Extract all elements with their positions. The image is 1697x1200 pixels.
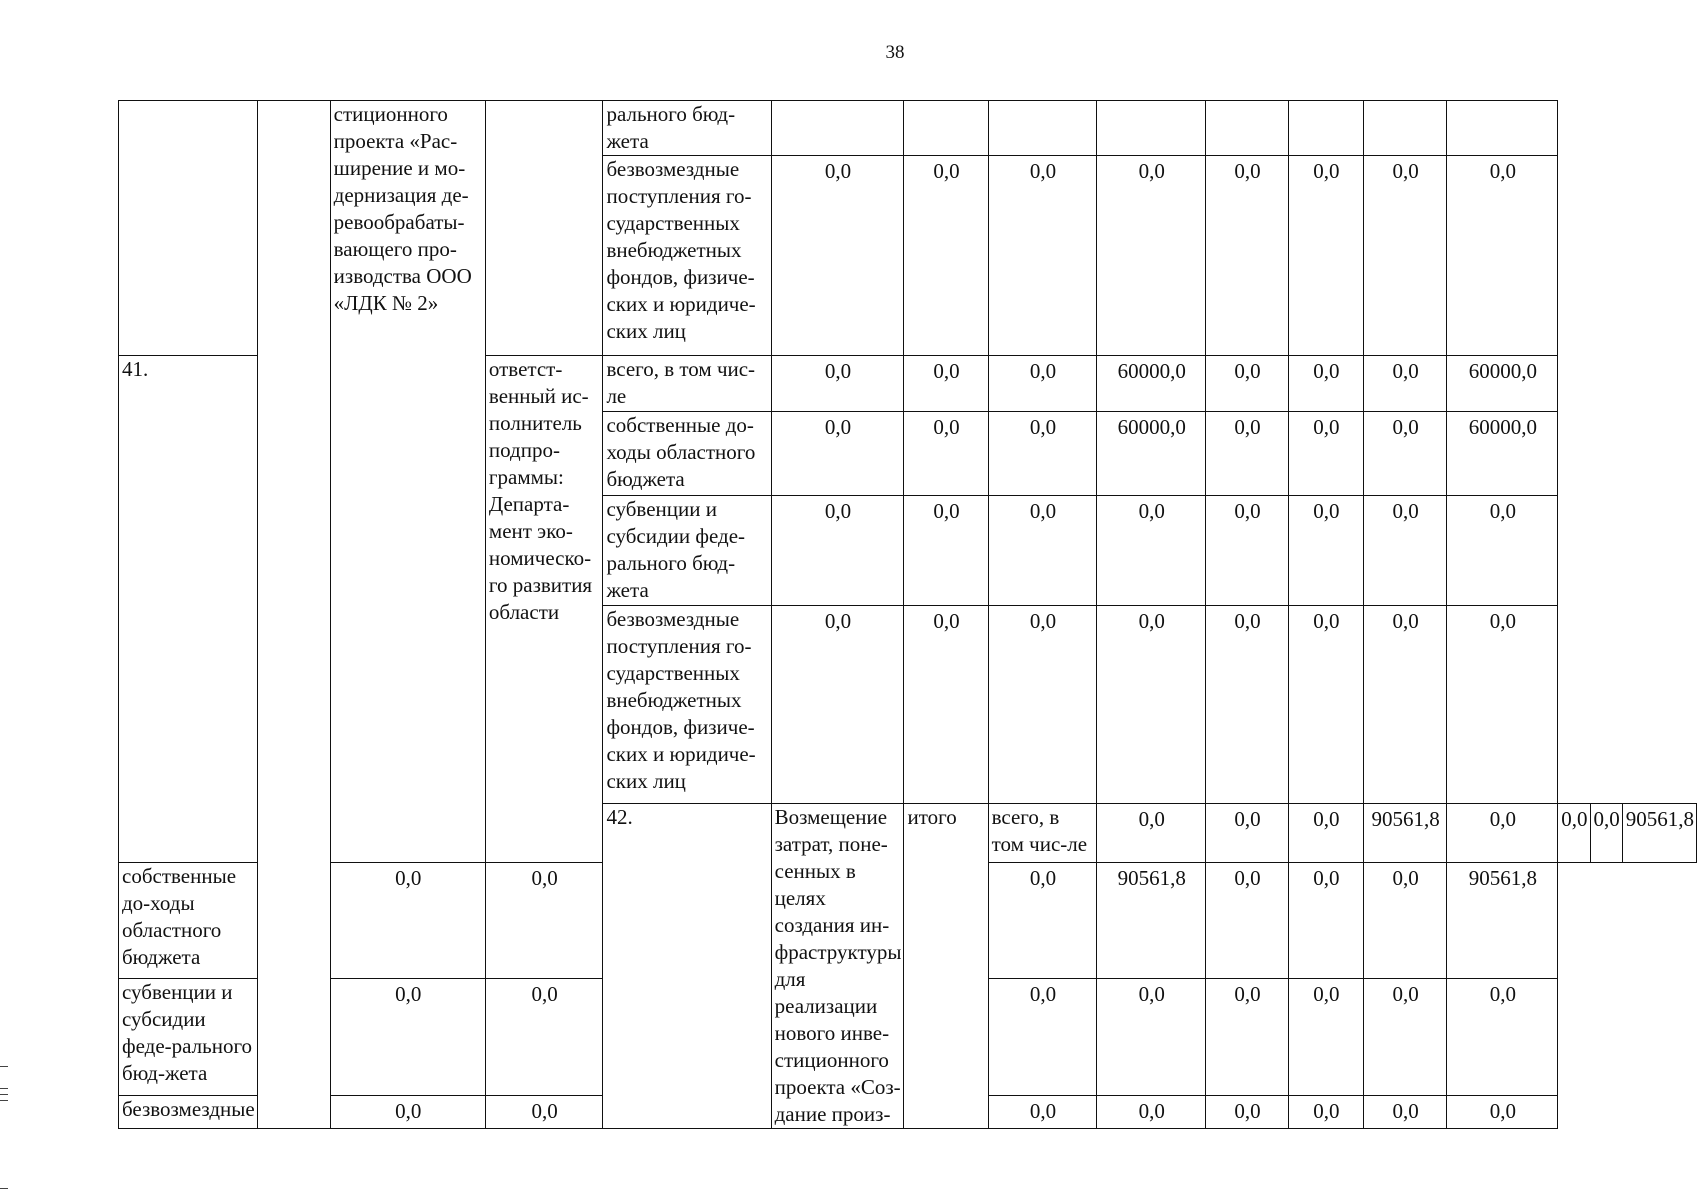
value-cell: 0,0 <box>1363 1096 1447 1129</box>
row-number-cell <box>119 101 258 356</box>
value-cell <box>1097 101 1206 156</box>
value-cell: 0,0 <box>1447 979 1558 1096</box>
source-cell: безвозмездные поступления го-сударственных внебюджетных фондов, физиче-ских и юридиче-ских лиц <box>603 156 771 356</box>
value-cell: 0,0 <box>771 412 904 496</box>
source-cell: безвозмездные поступления го-сударственных внебюджетных фондов, физиче-ских и юридиче-ских лиц <box>603 606 771 804</box>
value-cell: 0,0 <box>1206 606 1289 804</box>
value-cell: 60000,0 <box>1097 412 1206 496</box>
value-cell: 0,0 <box>1288 1096 1363 1129</box>
value-cell: 0,0 <box>988 606 1097 804</box>
value-cell <box>771 101 904 156</box>
value-cell: 0,0 <box>1363 356 1447 412</box>
value-cell: 0,0 <box>988 496 1097 606</box>
measure-name-cell: стиционного проекта «Рас-ширение и мо-дернизация де-ревообрабаты-вающего про-изводства ООО «ЛДК № 2» <box>330 101 485 863</box>
value-cell: 90561,8 <box>1363 804 1447 863</box>
value-cell: 0,0 <box>1447 496 1558 606</box>
value-cell: 0,0 <box>1363 863 1447 979</box>
value-cell <box>904 101 988 156</box>
executor-cell: ответст-венный ис-полнитель подпро-граммы: Департа-мент эко-номическо-го развития области <box>485 356 603 863</box>
value-cell: 0,0 <box>1206 979 1289 1096</box>
executor-cell <box>485 101 603 356</box>
page-number: 38 <box>885 42 905 63</box>
value-cell: 0,0 <box>1097 1096 1206 1129</box>
value-cell: 0,0 <box>771 156 904 356</box>
value-cell: 0,0 <box>1097 156 1206 356</box>
value-cell: 0,0 <box>1206 1096 1289 1129</box>
value-cell: 0,0 <box>988 412 1097 496</box>
value-cell: 0,0 <box>1288 863 1363 979</box>
binding-margin-mark <box>0 1188 8 1189</box>
source-cell: безвозмездные <box>119 1096 258 1129</box>
value-cell: 0,0 <box>1288 412 1363 496</box>
blank-column-cell <box>257 101 330 1129</box>
value-cell: 0,0 <box>904 496 988 606</box>
value-cell: 0,0 <box>1206 156 1289 356</box>
value-cell: 0,0 <box>771 606 904 804</box>
value-cell: 0,0 <box>1363 979 1447 1096</box>
source-cell: субвенции и субсидии феде-рального бюд-жета <box>603 496 771 606</box>
value-cell: 0,0 <box>1363 156 1447 356</box>
binding-margin-mark <box>0 1088 8 1089</box>
value-cell: 0,0 <box>904 356 988 412</box>
value-cell: 0,0 <box>1363 606 1447 804</box>
value-cell <box>1447 101 1558 156</box>
value-cell: 0,0 <box>771 496 904 606</box>
value-cell: 0,0 <box>1363 496 1447 606</box>
value-cell: 0,0 <box>330 863 485 979</box>
value-cell: 0,0 <box>904 606 988 804</box>
value-cell: 0,0 <box>771 356 904 412</box>
value-cell: 0,0 <box>485 1096 603 1129</box>
value-cell: 0,0 <box>1206 496 1289 606</box>
value-cell: 0,0 <box>988 863 1097 979</box>
value-cell <box>988 101 1097 156</box>
value-cell: 0,0 <box>1447 606 1558 804</box>
value-cell: 0,0 <box>1097 606 1206 804</box>
value-cell: 60000,0 <box>1097 356 1206 412</box>
value-cell: 0,0 <box>1097 979 1206 1096</box>
value-cell: 0,0 <box>485 979 603 1096</box>
value-cell: 0,0 <box>330 1096 485 1129</box>
value-cell: 0,0 <box>1206 863 1289 979</box>
value-cell: 0,0 <box>1288 804 1363 863</box>
value-cell: 0,0 <box>1590 804 1622 863</box>
value-cell: 0,0 <box>988 979 1097 1096</box>
value-cell: 0,0 <box>1363 412 1447 496</box>
value-cell <box>1206 101 1289 156</box>
value-cell: 0,0 <box>904 412 988 496</box>
value-cell: 0,0 <box>1447 804 1558 863</box>
value-cell: 0,0 <box>1288 606 1363 804</box>
binding-margin-mark <box>0 1100 8 1101</box>
source-cell: собственные до-ходы областного бюджета <box>603 412 771 496</box>
budget-table <box>118 100 1697 1129</box>
value-cell: 0,0 <box>1288 979 1363 1096</box>
value-cell: 0,0 <box>485 863 603 979</box>
value-cell: 0,0 <box>1447 156 1558 356</box>
measure-name-cell: Возмещение затрат, поне-сенных в целях создания ин-фраструктуры для реализации нового инве-стиционного проекта «Соз-дание произ- <box>771 804 904 1129</box>
source-cell: субвенции и субсидии феде-рального бюд-жета <box>119 979 258 1096</box>
row-number-cell: 41. <box>119 356 258 863</box>
value-cell: 0,0 <box>988 356 1097 412</box>
binding-margin-mark <box>0 1094 8 1095</box>
value-cell: 0,0 <box>904 156 988 356</box>
source-cell: всего, в том чис-ле <box>988 804 1097 863</box>
value-cell: 0,0 <box>1097 804 1206 863</box>
value-cell: 90561,8 <box>1097 863 1206 979</box>
source-cell: рального бюд-жета <box>603 101 771 156</box>
value-cell: 90561,8 <box>1447 863 1558 979</box>
value-cell: 0,0 <box>988 156 1097 356</box>
value-cell <box>1288 101 1363 156</box>
value-cell: 0,0 <box>1206 412 1289 496</box>
executor-cell: итого <box>904 804 988 1129</box>
value-cell: 0,0 <box>1447 1096 1558 1129</box>
value-cell: 0,0 <box>1558 804 1590 863</box>
value-cell <box>1363 101 1447 156</box>
table-row <box>119 101 1697 156</box>
value-cell: 0,0 <box>1097 496 1206 606</box>
value-cell: 0,0 <box>330 979 485 1096</box>
value-cell: 0,0 <box>988 1096 1097 1129</box>
source-cell: всего, в том чис-ле <box>603 356 771 412</box>
value-cell: 0,0 <box>1288 356 1363 412</box>
value-cell: 0,0 <box>1206 804 1289 863</box>
binding-margin-mark <box>0 1066 8 1067</box>
source-cell: собственные до-ходы областного бюджета <box>119 863 258 979</box>
value-cell: 60000,0 <box>1447 356 1558 412</box>
value-cell: 0,0 <box>1288 496 1363 606</box>
row-number-cell: 42. <box>603 804 771 1129</box>
value-cell: 60000,0 <box>1447 412 1558 496</box>
value-cell: 0,0 <box>1206 356 1289 412</box>
value-cell: 0,0 <box>1288 156 1363 356</box>
value-cell: 90561,8 <box>1622 804 1696 863</box>
